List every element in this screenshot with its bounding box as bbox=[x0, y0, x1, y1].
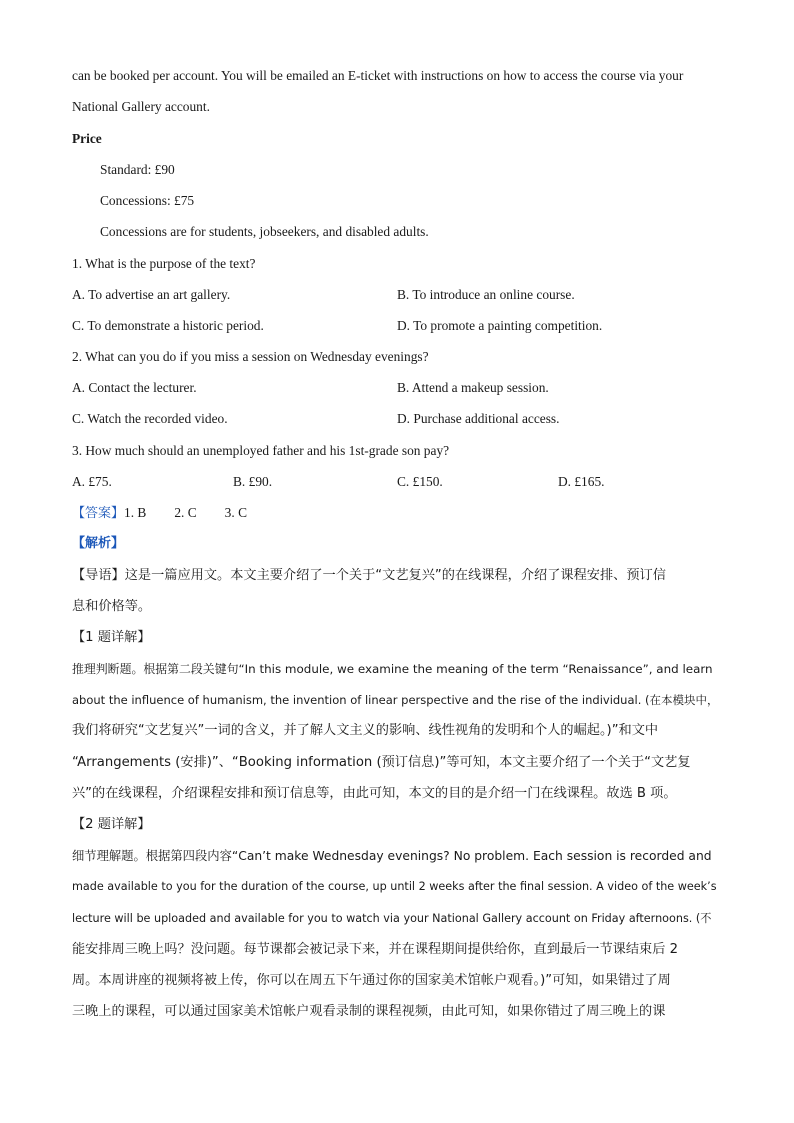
q1-line: 我们将研究“文艺复兴”一词的含义，并了解人文主义的影响、线性视角的发明和个人的崛起。)”和文中 bbox=[72, 723, 659, 738]
text-line: can be booked per account. You will be emailed an E-ticket with instructions on how to access the course via your bbox=[72, 68, 684, 83]
q2-line: 细节理解题。根据第四段内容“Can’t make Wednesday evenings? No problem. Each session is recorded and bbox=[72, 849, 712, 863]
q1-line: 兴”的在线课程，介绍课程安排和预订信息等，由此可知，本文的目的是介绍一门在线课程。故选 B 项。 bbox=[72, 786, 677, 801]
price-note: Concessions are for students, jobseekers, and disabled adults. bbox=[100, 224, 429, 239]
question-stem: 3. How much should an unemployed father and his 1st-grade son pay? bbox=[72, 443, 450, 458]
analysis-label: 【解析】 bbox=[72, 536, 125, 551]
option-a: A. Contact the lecturer. bbox=[72, 380, 197, 395]
price-concessions: Concessions: £75 bbox=[100, 193, 195, 208]
q2-line: 三晚上的课程，可以通过国家美术馆帐户观看录制的课程视频，由此可知，如果你错过了周三晚上的课 bbox=[72, 1004, 666, 1019]
option-a: A. To advertise an art gallery. bbox=[72, 287, 231, 302]
guide-line: 息和价格等。 bbox=[72, 599, 152, 614]
option-d: D. Purchase additional access. bbox=[397, 411, 560, 426]
q2-line: made available to you for the duration of the course, up until 2 weeks after the final session. A video of the week’s bbox=[72, 880, 717, 893]
answer-row bbox=[72, 504, 247, 523]
answer-value: 3. C bbox=[224, 505, 247, 520]
q1-line: about the influence of humanism, the invention of linear perspective and the rise of the individual. (在本模块中， bbox=[72, 693, 719, 707]
option-c: C. Watch the recorded video. bbox=[72, 411, 228, 426]
option-d: D. To promote a painting competition. bbox=[397, 318, 603, 333]
q2-line: 能安排周三晚上吗？没问题。每节课都会被记录下来，并在课程期间提供给你，直到最后一节课结束后 2 bbox=[72, 942, 679, 957]
option-c: C. To demonstrate a historic period. bbox=[72, 318, 264, 333]
text-line: National Gallery account. bbox=[72, 99, 210, 114]
option-d: D. £165. bbox=[558, 474, 605, 489]
q1-line: “Arrangements (安排)”、“Booking information (预订信息)”等可知，本文主要介绍了一个关于“文艺复 bbox=[72, 755, 691, 770]
option-b: B. To introduce an online course. bbox=[397, 287, 575, 302]
option-b: B. £90. bbox=[233, 474, 273, 489]
answer-value: 2. C bbox=[174, 505, 197, 520]
q1-heading: 【1 题详解】 bbox=[72, 630, 151, 645]
option-a: A. £75. bbox=[72, 474, 112, 489]
q2-heading: 【2 题详解】 bbox=[72, 817, 151, 832]
price-heading: Price bbox=[72, 131, 102, 146]
answer-label: 【答案】 bbox=[72, 506, 125, 521]
q1-line: 推理判断题。根据第二段关键句“In this module, we examine the meaning of the term “Renaissance”, and learn bbox=[72, 662, 713, 676]
question-stem: 1. What is the purpose of the text? bbox=[72, 256, 256, 271]
q2-line: lecture will be uploaded and available for you to watch via your National Gallery account on Friday afternoons. (不 bbox=[72, 912, 712, 925]
question-stem: 2. What can you do if you miss a session on Wednesday evenings? bbox=[72, 349, 429, 364]
price-standard: Standard: £90 bbox=[100, 162, 175, 177]
option-c: C. £150. bbox=[397, 474, 443, 489]
q2-line: 周。本周讲座的视频将被上传，你可以在周五下午通过你的国家美术馆帐户观看。)”可知，如果错过了周 bbox=[72, 973, 671, 988]
answer-value: 1. B bbox=[124, 505, 147, 520]
option-b: B. Attend a makeup session. bbox=[397, 380, 549, 395]
guide-line: 【导语】这是一篇应用文。本文主要介绍了一个关于“文艺复兴”的在线课程，介绍了课程安排、预订信 bbox=[72, 568, 666, 583]
